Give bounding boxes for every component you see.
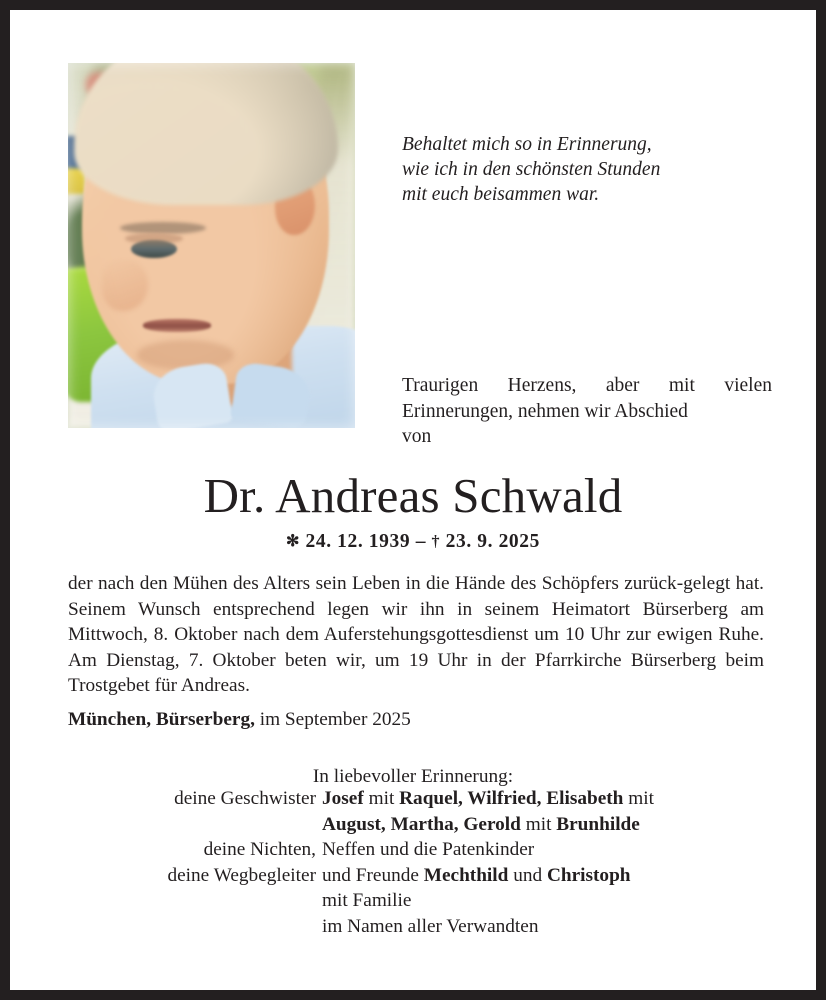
body-part-2: gelegt hat. Seinem Wunsch entsprechend legen wir ihn in seinem Heimatort Bürserberg am Mittwoch, 8. Oktober nach dem Auferstehungsgottesdienst um 10 Uhr zur ewigen Ruhe. Am Dienstag, 7. Oktober beten wir, um 19 Uhr in der Pfarrkirche Bürserberg beim Trostgebet für Andreas. xyxy=(68,573,765,696)
mourner-connector: mit xyxy=(520,813,557,835)
mourner-name: Christoph xyxy=(546,864,631,886)
mourner-row xyxy=(68,812,764,838)
life-dates xyxy=(10,530,816,554)
mourner-name: Josef xyxy=(322,788,364,809)
notice-inner xyxy=(10,10,816,990)
mourner-names xyxy=(322,837,764,863)
mourner-row xyxy=(68,786,764,812)
photo-vignette xyxy=(68,63,355,428)
mourner-relation-label: deine Wegbegleiter xyxy=(167,864,316,886)
farewell-main: Traurigen Herzens, aber mit vielen Erinnerungen, nehmen wir Abschied xyxy=(402,375,772,422)
date-separator: – xyxy=(415,531,427,552)
mourner-names xyxy=(322,914,764,940)
death-date: 23. 9. 2025 xyxy=(445,531,540,552)
memory-heading: In liebevoller Erinnerung: xyxy=(312,766,514,787)
mourner-row xyxy=(68,914,764,940)
mourner-connector: und xyxy=(508,864,547,886)
farewell-last-word: von xyxy=(402,426,432,447)
place-and-date-line xyxy=(68,707,411,732)
mourner-name: Raquel, Wilfried, Elisabeth xyxy=(399,788,624,809)
mourner-row xyxy=(68,863,764,889)
mourner-names xyxy=(322,863,764,889)
mourner-row xyxy=(68,888,764,914)
notice-date: im September 2025 xyxy=(259,709,411,730)
body-hyphen: - xyxy=(676,573,684,594)
mourner-connector: mit xyxy=(363,788,400,809)
quote-line-3: mit euch beisammen war. xyxy=(402,184,600,205)
mourner-connector: im Namen aller Verwandten xyxy=(322,915,539,937)
quote-line-2: wie ich in den schönsten Stunden xyxy=(402,159,661,180)
place-names: München, Bürserberg, xyxy=(68,709,255,730)
mourner-connector: mit xyxy=(623,788,654,809)
mourners-list xyxy=(68,786,764,939)
quote-line-1: Behaltet mich so in Erinnerung, xyxy=(402,134,652,155)
farewell-text xyxy=(402,373,772,450)
mourner-relation-label: deine Geschwister xyxy=(174,788,316,809)
memorial-quote xyxy=(402,132,732,207)
birth-symbol-icon: ✻ xyxy=(286,533,301,550)
mourner-names xyxy=(322,812,764,838)
cross-symbol-icon: † xyxy=(431,533,441,550)
funeral-details-paragraph xyxy=(68,571,764,699)
deceased-name: Dr. Andreas Schwald xyxy=(203,468,623,523)
mourner-names xyxy=(322,786,764,812)
mourner-relation-label: deine Nichten, xyxy=(203,839,316,860)
mourner-connector: Neffen und die Patenkinder xyxy=(322,839,535,860)
mourner-row xyxy=(68,837,764,863)
portrait-photo xyxy=(68,63,355,428)
mourner-name: August, Martha, Gerold xyxy=(322,813,521,835)
birth-date: 24. 12. 1939 xyxy=(305,531,411,552)
mourner-name: Brunhilde xyxy=(556,813,640,835)
mourner-names xyxy=(322,888,764,914)
mourner-connector: und Freunde xyxy=(322,864,424,886)
body-part-1: der nach den Mühen des Alters sein Leben in die Hände des Schöpfers zurück xyxy=(68,573,677,594)
mourner-connector: mit Familie xyxy=(322,890,412,911)
mourner-name: Mechthild xyxy=(423,864,509,886)
